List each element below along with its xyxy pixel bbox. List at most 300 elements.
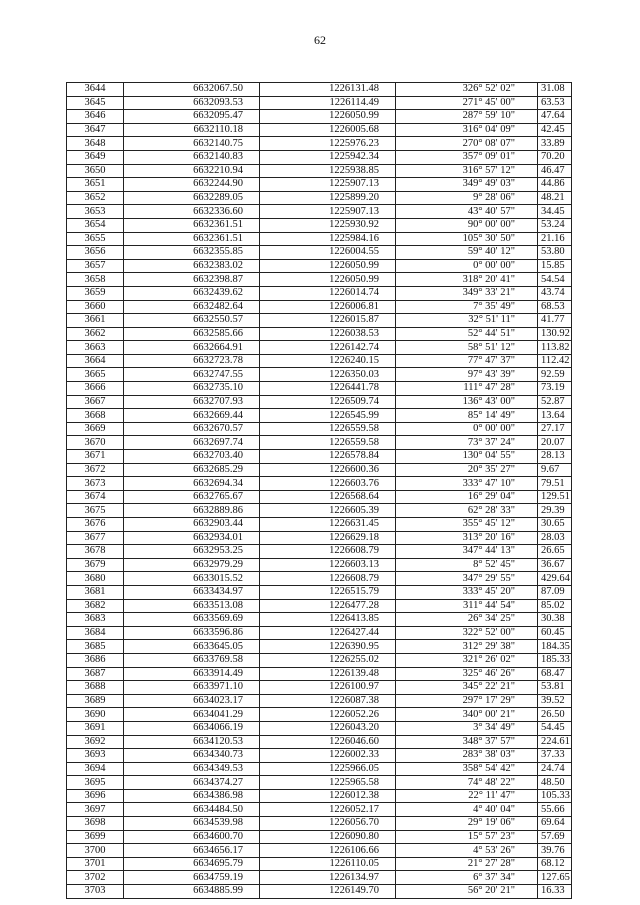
bearing-cell: 318° 20' 41": [396, 273, 538, 287]
distance-cell: 68.53: [538, 300, 572, 314]
point-number-cell: 3657: [67, 259, 124, 273]
x-coordinate-cell: 6634539.98: [124, 817, 260, 831]
point-number-cell: 3666: [67, 382, 124, 396]
distance-cell: 105.33: [538, 789, 572, 803]
distance-cell: 54.54: [538, 273, 572, 287]
x-coordinate-cell: 6632383.02: [124, 259, 260, 273]
distance-cell: 63.53: [538, 96, 572, 110]
distance-cell: 9.67: [538, 463, 572, 477]
y-coordinate-cell: 1226509.74: [260, 395, 396, 409]
table-row: [67, 422, 572, 436]
y-coordinate-cell: 1226134.97: [260, 871, 396, 885]
bearing-cell: 26° 34' 25": [396, 613, 538, 627]
distance-cell: 46.47: [538, 164, 572, 178]
x-coordinate-cell: 6634386.98: [124, 789, 260, 803]
y-coordinate-cell: 1226255.02: [260, 653, 396, 667]
x-coordinate-cell: 6634484.50: [124, 803, 260, 817]
table-row: [67, 504, 572, 518]
y-coordinate-cell: 1225907.13: [260, 205, 396, 219]
point-number-cell: 3651: [67, 178, 124, 192]
distance-cell: 68.47: [538, 667, 572, 681]
distance-cell: 28.03: [538, 531, 572, 545]
bearing-cell: 97° 43' 39": [396, 368, 538, 382]
y-coordinate-cell: 1225976.23: [260, 137, 396, 151]
x-coordinate-cell: 6632289.05: [124, 191, 260, 205]
y-coordinate-cell: 1226006.81: [260, 300, 396, 314]
distance-cell: 224.61: [538, 735, 572, 749]
bearing-cell: 56° 20' 21": [396, 885, 538, 899]
bearing-cell: 313° 20' 16": [396, 531, 538, 545]
table-row: [67, 137, 572, 151]
table-row: [67, 789, 572, 803]
x-coordinate-cell: 6632550.57: [124, 314, 260, 328]
x-coordinate-cell: 6633569.69: [124, 613, 260, 627]
y-coordinate-cell: 1226056.70: [260, 817, 396, 831]
table-row: [67, 123, 572, 137]
x-coordinate-cell: 6632703.40: [124, 450, 260, 464]
x-coordinate-cell: 6632903.44: [124, 518, 260, 532]
x-coordinate-cell: 6634023.17: [124, 694, 260, 708]
x-coordinate-cell: 6632889.86: [124, 504, 260, 518]
bearing-cell: 16° 29' 04": [396, 490, 538, 504]
distance-cell: 113.82: [538, 341, 572, 355]
distance-cell: 16.33: [538, 885, 572, 899]
x-coordinate-cell: 6633513.08: [124, 599, 260, 613]
table-row: [67, 218, 572, 232]
distance-cell: 26.50: [538, 708, 572, 722]
distance-cell: 30.38: [538, 613, 572, 627]
table-row: [67, 844, 572, 858]
bearing-cell: 32° 51' 11": [396, 314, 538, 328]
y-coordinate-cell: 1226012.38: [260, 789, 396, 803]
bearing-cell: 321° 26' 02": [396, 653, 538, 667]
bearing-cell: 15° 57' 23": [396, 830, 538, 844]
x-coordinate-cell: 6632067.50: [124, 83, 260, 97]
point-number-cell: 3702: [67, 871, 124, 885]
table-row: [67, 463, 572, 477]
x-coordinate-cell: 6632244.90: [124, 178, 260, 192]
bearing-cell: 311° 44' 54": [396, 599, 538, 613]
y-coordinate-cell: 1226087.38: [260, 694, 396, 708]
bearing-cell: 4° 53' 26": [396, 844, 538, 858]
table-row: [67, 885, 572, 899]
x-coordinate-cell: 6632585.66: [124, 327, 260, 341]
point-number-cell: 3684: [67, 626, 124, 640]
table-row: [67, 871, 572, 885]
point-number-cell: 3648: [67, 137, 124, 151]
bearing-cell: 136° 43' 00": [396, 395, 538, 409]
distance-cell: 24.74: [538, 762, 572, 776]
y-coordinate-cell: 1226545.99: [260, 409, 396, 423]
point-number-cell: 3703: [67, 885, 124, 899]
distance-cell: 85.02: [538, 599, 572, 613]
point-number-cell: 3652: [67, 191, 124, 205]
y-coordinate-cell: 1226100.97: [260, 681, 396, 695]
bearing-cell: 283° 38' 03": [396, 749, 538, 763]
distance-cell: 70.20: [538, 150, 572, 164]
distance-cell: 39.52: [538, 694, 572, 708]
y-coordinate-cell: 1226005.68: [260, 123, 396, 137]
point-number-cell: 3681: [67, 585, 124, 599]
bearing-cell: 21° 27' 28": [396, 857, 538, 871]
x-coordinate-cell: 6632747.55: [124, 368, 260, 382]
point-number-cell: 3664: [67, 354, 124, 368]
table-row: [67, 83, 572, 97]
point-number-cell: 3687: [67, 667, 124, 681]
y-coordinate-cell: 1226014.74: [260, 286, 396, 300]
bearing-cell: 333° 47' 10": [396, 477, 538, 491]
point-number-cell: 3698: [67, 817, 124, 831]
bearing-cell: 312° 29' 38": [396, 640, 538, 654]
table-row: [67, 286, 572, 300]
distance-cell: 39.76: [538, 844, 572, 858]
y-coordinate-cell: 1226608.79: [260, 545, 396, 559]
point-number-cell: 3682: [67, 599, 124, 613]
y-coordinate-cell: 1226441.78: [260, 382, 396, 396]
x-coordinate-cell: 6632664.91: [124, 341, 260, 355]
x-coordinate-cell: 6632670.57: [124, 422, 260, 436]
x-coordinate-cell: 6633596.86: [124, 626, 260, 640]
table-row: [67, 653, 572, 667]
table-row: [67, 436, 572, 450]
bearing-cell: 29° 19' 06": [396, 817, 538, 831]
point-number-cell: 3692: [67, 735, 124, 749]
point-number-cell: 3661: [67, 314, 124, 328]
point-number-cell: 3680: [67, 572, 124, 586]
table-row: [67, 259, 572, 273]
bearing-cell: 349° 33' 21": [396, 286, 538, 300]
y-coordinate-cell: 1226110.05: [260, 857, 396, 871]
point-number-cell: 3660: [67, 300, 124, 314]
table-row: [67, 300, 572, 314]
table-row: [67, 817, 572, 831]
y-coordinate-cell: 1226043.20: [260, 721, 396, 735]
bearing-cell: 74° 48' 22": [396, 776, 538, 790]
bearing-cell: 130° 04' 55": [396, 450, 538, 464]
y-coordinate-cell: 1226578.84: [260, 450, 396, 464]
distance-cell: 184.35: [538, 640, 572, 654]
point-number-cell: 3679: [67, 558, 124, 572]
x-coordinate-cell: 6634759.19: [124, 871, 260, 885]
bearing-cell: 111° 47' 28": [396, 382, 538, 396]
x-coordinate-cell: 6632361.51: [124, 232, 260, 246]
point-number-cell: 3669: [67, 422, 124, 436]
point-number-cell: 3674: [67, 490, 124, 504]
distance-cell: 48.50: [538, 776, 572, 790]
y-coordinate-cell: 1226052.26: [260, 708, 396, 722]
y-coordinate-cell: 1226050.99: [260, 110, 396, 124]
table-row: [67, 490, 572, 504]
point-number-cell: 3677: [67, 531, 124, 545]
bearing-cell: 73° 37' 24": [396, 436, 538, 450]
bearing-cell: 90° 00' 00": [396, 218, 538, 232]
table-row: [67, 640, 572, 654]
y-coordinate-cell: 1226413.85: [260, 613, 396, 627]
point-number-cell: 3678: [67, 545, 124, 559]
bearing-cell: 271° 45' 00": [396, 96, 538, 110]
distance-cell: 429.64: [538, 572, 572, 586]
x-coordinate-cell: 6634695.79: [124, 857, 260, 871]
bearing-cell: 7° 35' 49": [396, 300, 538, 314]
table-row: [67, 205, 572, 219]
table-row: [67, 450, 572, 464]
x-coordinate-cell: 6632140.75: [124, 137, 260, 151]
bearing-cell: 20° 35' 27": [396, 463, 538, 477]
x-coordinate-cell: 6632953.25: [124, 545, 260, 559]
bearing-cell: 355° 45' 12": [396, 518, 538, 532]
x-coordinate-cell: 6632482.64: [124, 300, 260, 314]
point-number-cell: 3685: [67, 640, 124, 654]
bearing-cell: 22° 11' 47": [396, 789, 538, 803]
x-coordinate-cell: 6632361.51: [124, 218, 260, 232]
bearing-cell: 347° 44' 13": [396, 545, 538, 559]
y-coordinate-cell: 1226629.18: [260, 531, 396, 545]
y-coordinate-cell: 1226131.48: [260, 83, 396, 97]
point-number-cell: 3644: [67, 83, 124, 97]
x-coordinate-cell: 6633914.49: [124, 667, 260, 681]
coordinates-table-body: [67, 83, 572, 899]
point-number-cell: 3693: [67, 749, 124, 763]
distance-cell: 33.89: [538, 137, 572, 151]
point-number-cell: 3659: [67, 286, 124, 300]
point-number-cell: 3646: [67, 110, 124, 124]
x-coordinate-cell: 6632110.18: [124, 123, 260, 137]
y-coordinate-cell: 1226608.79: [260, 572, 396, 586]
point-number-cell: 3655: [67, 232, 124, 246]
y-coordinate-cell: 1225942.34: [260, 150, 396, 164]
x-coordinate-cell: 6632934.01: [124, 531, 260, 545]
x-coordinate-cell: 6632694.34: [124, 477, 260, 491]
bearing-cell: 9° 28' 06": [396, 191, 538, 205]
y-coordinate-cell: 1226114.49: [260, 96, 396, 110]
y-coordinate-cell: 1226631.45: [260, 518, 396, 532]
table-row: [67, 776, 572, 790]
y-coordinate-cell: 1226142.74: [260, 341, 396, 355]
y-coordinate-cell: 1225907.13: [260, 178, 396, 192]
distance-cell: 69.64: [538, 817, 572, 831]
x-coordinate-cell: 6632398.87: [124, 273, 260, 287]
table-row: [67, 721, 572, 735]
table-row: [67, 613, 572, 627]
point-number-cell: 3699: [67, 830, 124, 844]
table-row: [67, 762, 572, 776]
table-row: [67, 409, 572, 423]
point-number-cell: 3645: [67, 96, 124, 110]
y-coordinate-cell: 1226350.03: [260, 368, 396, 382]
table-row: [67, 164, 572, 178]
distance-cell: 30.65: [538, 518, 572, 532]
bearing-cell: 58° 51' 12": [396, 341, 538, 355]
y-coordinate-cell: 1226004.55: [260, 246, 396, 260]
y-coordinate-cell: 1225899.20: [260, 191, 396, 205]
point-number-cell: 3654: [67, 218, 124, 232]
table-row: [67, 681, 572, 695]
y-coordinate-cell: 1226050.99: [260, 273, 396, 287]
distance-cell: 53.80: [538, 246, 572, 260]
distance-cell: 20.07: [538, 436, 572, 450]
distance-cell: 21.16: [538, 232, 572, 246]
table-row: [67, 191, 572, 205]
y-coordinate-cell: 1226568.64: [260, 490, 396, 504]
x-coordinate-cell: 6632093.53: [124, 96, 260, 110]
table-row: [67, 314, 572, 328]
point-number-cell: 3694: [67, 762, 124, 776]
point-number-cell: 3670: [67, 436, 124, 450]
distance-cell: 47.64: [538, 110, 572, 124]
table-row: [67, 246, 572, 260]
point-number-cell: 3696: [67, 789, 124, 803]
point-number-cell: 3688: [67, 681, 124, 695]
distance-cell: 87.09: [538, 585, 572, 599]
x-coordinate-cell: 6633769.58: [124, 653, 260, 667]
point-number-cell: 3663: [67, 341, 124, 355]
point-number-cell: 3691: [67, 721, 124, 735]
table-row: [67, 178, 572, 192]
x-coordinate-cell: 6633645.05: [124, 640, 260, 654]
y-coordinate-cell: 1226149.70: [260, 885, 396, 899]
table-row: [67, 545, 572, 559]
table-row: [67, 626, 572, 640]
bearing-cell: 4° 40' 04": [396, 803, 538, 817]
bearing-cell: 6° 37' 34": [396, 871, 538, 885]
bearing-cell: 0° 00' 00": [396, 259, 538, 273]
y-coordinate-cell: 1226605.39: [260, 504, 396, 518]
x-coordinate-cell: 6633971.10: [124, 681, 260, 695]
point-number-cell: 3701: [67, 857, 124, 871]
x-coordinate-cell: 6634349.53: [124, 762, 260, 776]
point-number-cell: 3647: [67, 123, 124, 137]
x-coordinate-cell: 6632439.62: [124, 286, 260, 300]
bearing-cell: 270° 08' 07": [396, 137, 538, 151]
x-coordinate-cell: 6633015.52: [124, 572, 260, 586]
bearing-cell: 326° 52' 02": [396, 83, 538, 97]
point-number-cell: 3676: [67, 518, 124, 532]
distance-cell: 79.51: [538, 477, 572, 491]
distance-cell: 31.08: [538, 83, 572, 97]
distance-cell: 60.45: [538, 626, 572, 640]
bearing-cell: 348° 37' 57": [396, 735, 538, 749]
table-row: [67, 368, 572, 382]
table-row: [67, 477, 572, 491]
distance-cell: 53.81: [538, 681, 572, 695]
table-row: [67, 273, 572, 287]
distance-cell: 43.74: [538, 286, 572, 300]
point-number-cell: 3690: [67, 708, 124, 722]
x-coordinate-cell: 6634340.73: [124, 749, 260, 763]
coordinates-table-container: [66, 82, 572, 899]
table-row: [67, 150, 572, 164]
point-number-cell: 3650: [67, 164, 124, 178]
bearing-cell: 62° 28' 33": [396, 504, 538, 518]
distance-cell: 15.85: [538, 259, 572, 273]
table-row: [67, 341, 572, 355]
distance-cell: 52.87: [538, 395, 572, 409]
distance-cell: 185.33: [538, 653, 572, 667]
table-row: [67, 572, 572, 586]
point-number-cell: 3686: [67, 653, 124, 667]
distance-cell: 36.67: [538, 558, 572, 572]
distance-cell: 68.12: [538, 857, 572, 871]
y-coordinate-cell: 1226106.66: [260, 844, 396, 858]
y-coordinate-cell: 1225930.92: [260, 218, 396, 232]
x-coordinate-cell: 6634041.29: [124, 708, 260, 722]
x-coordinate-cell: 6632669.44: [124, 409, 260, 423]
x-coordinate-cell: 6632336.60: [124, 205, 260, 219]
distance-cell: 41.77: [538, 314, 572, 328]
distance-cell: 26.65: [538, 545, 572, 559]
y-coordinate-cell: 1226600.36: [260, 463, 396, 477]
distance-cell: 13.64: [538, 409, 572, 423]
point-number-cell: 3675: [67, 504, 124, 518]
point-number-cell: 3658: [67, 273, 124, 287]
distance-cell: 130.92: [538, 327, 572, 341]
table-row: [67, 803, 572, 817]
table-row: [67, 749, 572, 763]
point-number-cell: 3673: [67, 477, 124, 491]
table-row: [67, 518, 572, 532]
x-coordinate-cell: 6634885.99: [124, 885, 260, 899]
y-coordinate-cell: 1225966.05: [260, 762, 396, 776]
x-coordinate-cell: 6633434.97: [124, 585, 260, 599]
x-coordinate-cell: 6632735.10: [124, 382, 260, 396]
table-row: [67, 694, 572, 708]
point-number-cell: 3697: [67, 803, 124, 817]
point-number-cell: 3683: [67, 613, 124, 627]
bearing-cell: 59° 40' 12": [396, 246, 538, 260]
table-row: [67, 327, 572, 341]
y-coordinate-cell: 1226559.58: [260, 436, 396, 450]
table-row: [67, 531, 572, 545]
bearing-cell: 349° 49' 03": [396, 178, 538, 192]
table-row: [67, 232, 572, 246]
table-row: [67, 96, 572, 110]
point-number-cell: 3649: [67, 150, 124, 164]
bearing-cell: 347° 29' 55": [396, 572, 538, 586]
distance-cell: 92.59: [538, 368, 572, 382]
y-coordinate-cell: 1226515.79: [260, 585, 396, 599]
y-coordinate-cell: 1225965.58: [260, 776, 396, 790]
bearing-cell: 43° 40' 57": [396, 205, 538, 219]
distance-cell: 27.17: [538, 422, 572, 436]
table-row: [67, 382, 572, 396]
y-coordinate-cell: 1226603.13: [260, 558, 396, 572]
distance-cell: 34.45: [538, 205, 572, 219]
distance-cell: 127.65: [538, 871, 572, 885]
x-coordinate-cell: 6634374.27: [124, 776, 260, 790]
distance-cell: 112.42: [538, 354, 572, 368]
page-number: 62: [314, 33, 326, 47]
y-coordinate-cell: 1225938.85: [260, 164, 396, 178]
point-number-cell: 3667: [67, 395, 124, 409]
y-coordinate-cell: 1226038.53: [260, 327, 396, 341]
table-row: [67, 395, 572, 409]
x-coordinate-cell: 6634120.53: [124, 735, 260, 749]
y-coordinate-cell: 1226477.28: [260, 599, 396, 613]
table-row: [67, 708, 572, 722]
point-number-cell: 3662: [67, 327, 124, 341]
y-coordinate-cell: 1226427.44: [260, 626, 396, 640]
bearing-cell: 77° 47' 37": [396, 354, 538, 368]
x-coordinate-cell: 6634066.19: [124, 721, 260, 735]
table-row: [67, 599, 572, 613]
y-coordinate-cell: 1226050.99: [260, 259, 396, 273]
bearing-cell: 8° 52' 45": [396, 558, 538, 572]
y-coordinate-cell: 1226090.80: [260, 830, 396, 844]
bearing-cell: 325° 46' 26": [396, 667, 538, 681]
bearing-cell: 105° 30' 50": [396, 232, 538, 246]
distance-cell: 54.45: [538, 721, 572, 735]
point-number-cell: 3668: [67, 409, 124, 423]
